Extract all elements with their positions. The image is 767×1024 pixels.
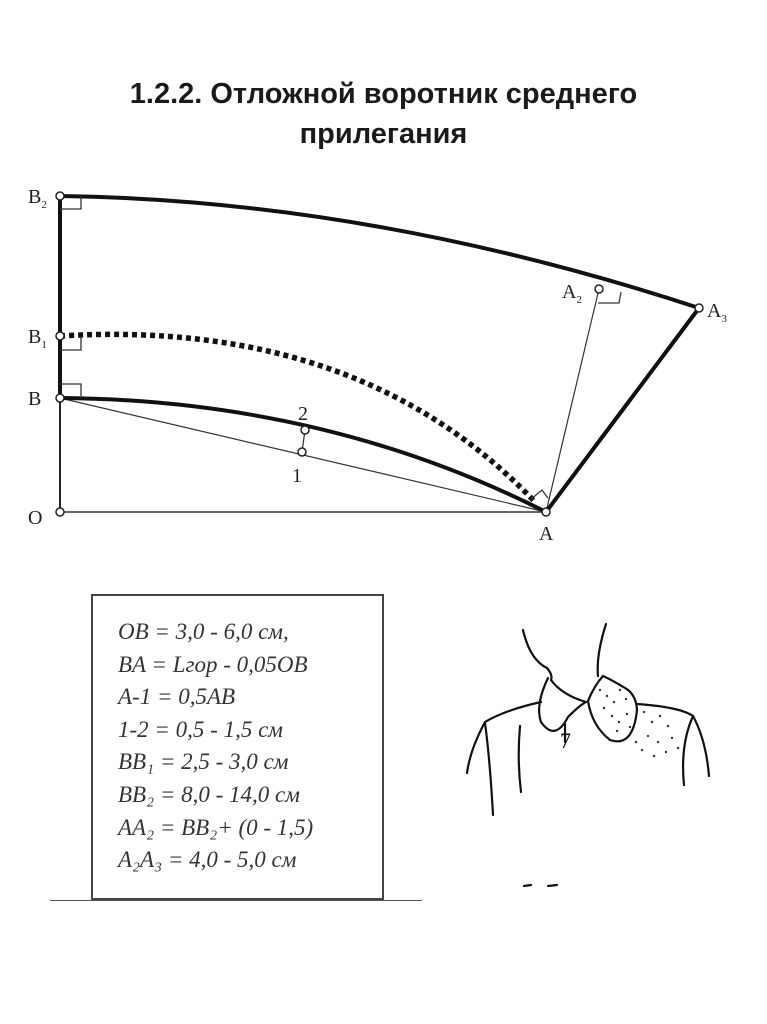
formula-row: OB = 3,0 - 6,0 см, [118, 619, 289, 644]
point-b [56, 394, 64, 402]
right-angle-a [530, 490, 548, 500]
title-line-1: 1.2.2. Отложной воротник среднего [129, 78, 638, 110]
point-o [56, 508, 64, 516]
collar-left-piece [539, 678, 586, 731]
label-b1: $B_1$ [28, 326, 47, 351]
label-a: A [539, 523, 554, 545]
label-b2: $B_2$ [28, 186, 47, 211]
divider-line [50, 900, 422, 901]
title-line-2: прилегания [299, 118, 468, 150]
formula-row: 1-2 = 0,5 - 1,5 см [118, 716, 283, 742]
label-a2: $A_2$ [562, 281, 582, 306]
point-2 [301, 426, 309, 434]
point-a3 [695, 304, 703, 312]
bodice-left-line [485, 723, 493, 815]
neck-right-line [598, 624, 606, 676]
point-a2 [595, 285, 603, 293]
bodice-right-line [683, 716, 693, 785]
shoulder-left-line [467, 702, 541, 773]
formula-row: A-1 = 0,5AB [118, 684, 236, 710]
collar-sketch-illustration [467, 624, 709, 886]
shoulder-right-line [637, 704, 709, 776]
point-1 [298, 448, 306, 456]
label-b: B [28, 388, 42, 410]
collar-left-back [551, 680, 586, 702]
point-b1 [56, 332, 64, 340]
label-o: O [28, 507, 43, 529]
formula-row: BA = Lгор - 0,05OB [118, 651, 308, 677]
formula-row: BB₂ = 8,0 - 14,0 см [118, 781, 300, 807]
collar-right-piece [588, 676, 637, 741]
collar-end-edge [546, 308, 699, 512]
formula-row: BB₁ = 2,5 - 3,0 см [118, 749, 289, 775]
formula-row: AA₂ = BB₂+ (0 - 1,5) [118, 814, 314, 840]
label-a3: $A_3$ [707, 300, 727, 325]
armhole-left-line [519, 726, 521, 792]
bottom-tick-mark [524, 885, 557, 886]
sketch-label-7: 7 [560, 728, 571, 753]
formula-row: A₂A₃ = 4,0 - 5,0 см [118, 847, 297, 873]
point-a [542, 508, 550, 516]
right-angle-a2 [598, 292, 621, 303]
label-point-1: 1 [292, 465, 302, 487]
formulas-box [91, 594, 384, 900]
point-b2 [56, 192, 64, 200]
label-point-2: 2 [298, 403, 308, 425]
collar-stipple-dots [597, 681, 679, 757]
neck-left-line [523, 630, 552, 680]
